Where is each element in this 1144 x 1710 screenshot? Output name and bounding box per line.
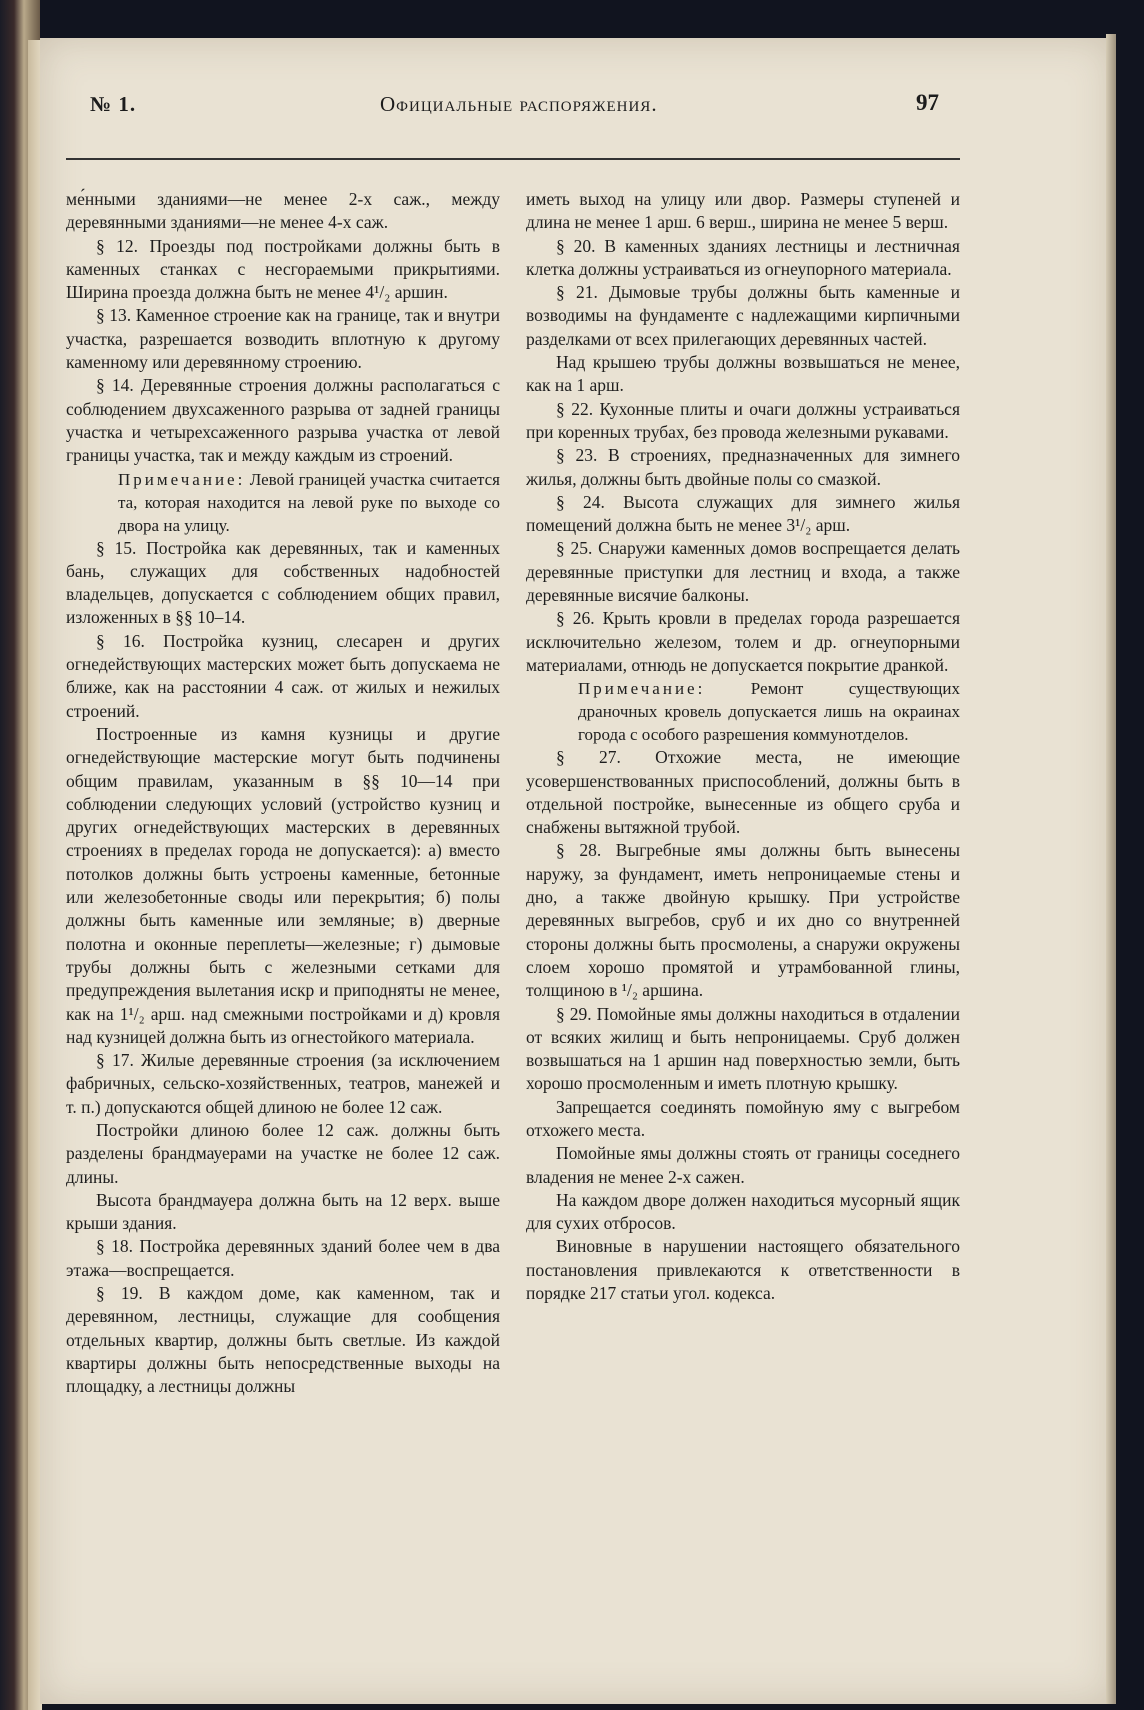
text-paragraph: § 21. Дымовые трубы должны быть каменные и возводимы на фундаменте с надлежащими кирпичными разделками от всех прилегающих деревянных частей.	[526, 282, 960, 349]
text-paragraph: § 17. Жилые деревянные строения (за исключением фабричных, сельско-хозяйственных, театров, манежей и т. п.) допускаются общей длиною не более 12 саж.	[66, 1050, 500, 1117]
text-paragraph: Помойные ямы должны стоять от границы соседнего владения не менее 2-х сажен.	[526, 1143, 960, 1187]
text-paragraph: § 19. В каждом доме, как каменном, так и деревянном, лестницы, служащие для сообщения отдельных квартир, должны быть светлые. Из каждой квартиры должны быть непосредственные выходы на площадку, а лестницы должны	[66, 1283, 500, 1397]
text-paragraph: § 14. Деревянные строения должны располагаться с соблюдением двухсаженного разрыва от задней границы участка и четырехсаженного разрыва участка от левой границы участка, так и между каждым из строений.	[66, 375, 500, 466]
note-label: Примечание:	[118, 469, 246, 489]
text-paragraph: § 13. Каменное строение как на границе, так и внутри участка, разрешается возводить вплотную к другому каменному или деревянному строению.	[66, 305, 500, 373]
note-label: Примечание:	[578, 679, 706, 699]
text-paragraph: Над крышею трубы должны возвышаться не менее, как на 1 арш.	[526, 352, 960, 396]
section-title: Официальные распоряжения.	[380, 92, 658, 116]
right-column	[526, 188, 960, 1305]
text-paragraph: § 16. Постройка кузниц, слесарен и других огнедействующих мастерских может быть допускаема не ближе, как на расстоянии 4 саж. от жилых и нежилых строений.	[66, 630, 500, 721]
text-paragraph: Высота брандмауера должна быть на 12 верх. выше крыши здания.	[66, 1189, 500, 1234]
text-paragraph: § 12. Проезды под постройками должны быть в каменных станках с несгораемыми прикрытиями. Ширина проезда должна быть не менее 4¹/₂ аршин.	[66, 235, 500, 303]
text-paragraph: § 23. В строениях, предназначенных для зимнего жилья, должны быть двойные полы со смазкой.	[526, 445, 960, 489]
text-paragraph: Запрещается соединять помойную яму с выгребом отхожего места.	[526, 1096, 960, 1140]
text-paragraph: На каждом дворе должен находиться мусорный ящик для сухих отбросов.	[526, 1189, 960, 1234]
running-header	[50, 82, 950, 128]
page-right-edge	[1106, 34, 1116, 1704]
text-paragraph: § 18. Постройка деревянных зданий более чем в два этажа—воспрещается.	[66, 1236, 500, 1280]
note-text: Ремонт существующих драночных кровель допускается лишь на окраинах города с особого разрешения коммунотделов.	[578, 679, 960, 745]
text-paragraph: § 20. В каменных зданиях лестницы и лестничная клетка должны устраиваться из огнеупорного материала.	[526, 235, 960, 279]
text-paragraph: иметь выход на улицу или двор. Размеры ступеней и длина не менее 1 арш. 6 верш., ширина не менее 5 верш.	[526, 189, 960, 233]
text-paragraph: § 25. Снаружи каменных домов воспрещается делать деревянные приступки для лестниц и входа, а также деревянные висячие балконы.	[526, 538, 960, 606]
text-paragraph: § 27. Отхожие места, не имеющие усовершенствованных приспособлений, должны быть в отдельной постройке, вынесенные из общего сруба и снабжены вытяжной трубой.	[526, 747, 960, 838]
note-text: Левой границей участка считается та, которая находится на левой руке по выходе со двора на улицу.	[118, 469, 500, 535]
text-paragraph: § 15. Постройка как деревянных, так и каменных бань, служащих для собственных надобностей владельцев, допускается с соблюдением общих правил, изложенных в §§ 10–14.	[66, 537, 500, 628]
text-paragraph: ме́нными зданиями—не менее 2-х саж., между деревянными зданиями—не менее 4-х саж.	[66, 189, 500, 233]
left-column	[66, 188, 500, 1399]
text-paragraph: Построенные из камня кузницы и другие огнедействующие мастерские могут быть подчинены общим правилам, указанным в §§ 10—14 при соблюдении следующих условий (устройство кузниц и других огнедействующих мастерских в деревянных строениях в пределах города не допускается): а) вместо потолков должны быть устроены каменные, бетонные или железобетонные своды или перекрытия; б) полы должны быть каменные или земляные; в) дверные полотна и оконные переплеты—железные; г) дымовые трубы должны быть с железными сетками для предупреждения вылетания искр и приподняты не менее, как на 1¹/₂ арш. над смежными постройками и д) кровля над кузницей должна быть из огнестойкого материала.	[66, 723, 500, 1047]
issue-number: № 1.	[90, 92, 137, 116]
text-paragraph: § 28. Выгребные ямы должны быть вынесены наружу, за фундамент, иметь непроницаемые стены и дно, а также двойную крышку. При устройстве деревянных выгребов, сруб и их дно со внутренней стороны должны быть просмолены, а снаружи окружены слоем хорошо промятой и утрамбованной глины, толщиною в ¹/₂ аршина.	[526, 840, 960, 1001]
header-rule	[66, 158, 960, 160]
text-paragraph: Постройки длиною более 12 саж. должны быть разделены брандмауерами на участке не более 12 саж. длины.	[66, 1119, 500, 1187]
text-paragraph: § 22. Кухонные плиты и очаги должны устраиваться при коренных трубах, без провода железными рукавами.	[526, 398, 960, 442]
text-paragraph: § 24. Высота служащих для зимнего жилья помещений должна быть не менее 3¹/₂ арш.	[526, 491, 960, 536]
note-paragraph	[118, 468, 500, 537]
page-number: 97	[916, 90, 939, 115]
text-paragraph: § 29. Помойные ямы должны находиться в отдалении от всяких жилищ и быть непроницаемы. Сруб должен возвышаться на 1 аршин над поверхностью земли, быть хорошо просмоленным и иметь плотную крышку.	[526, 1003, 960, 1094]
text-paragraph: § 26. Крыть кровли в пределах города разрешается исключительно железом, толем и др. огнеупорными материалами, отнюдь не допускается покрытие дранкой.	[526, 608, 960, 675]
text-paragraph: Виновные в нарушении настоящего обязательного постановления привлекаются к ответственности в порядке 217 статьи угол. кодекса.	[526, 1236, 960, 1304]
note-paragraph	[578, 677, 960, 746]
